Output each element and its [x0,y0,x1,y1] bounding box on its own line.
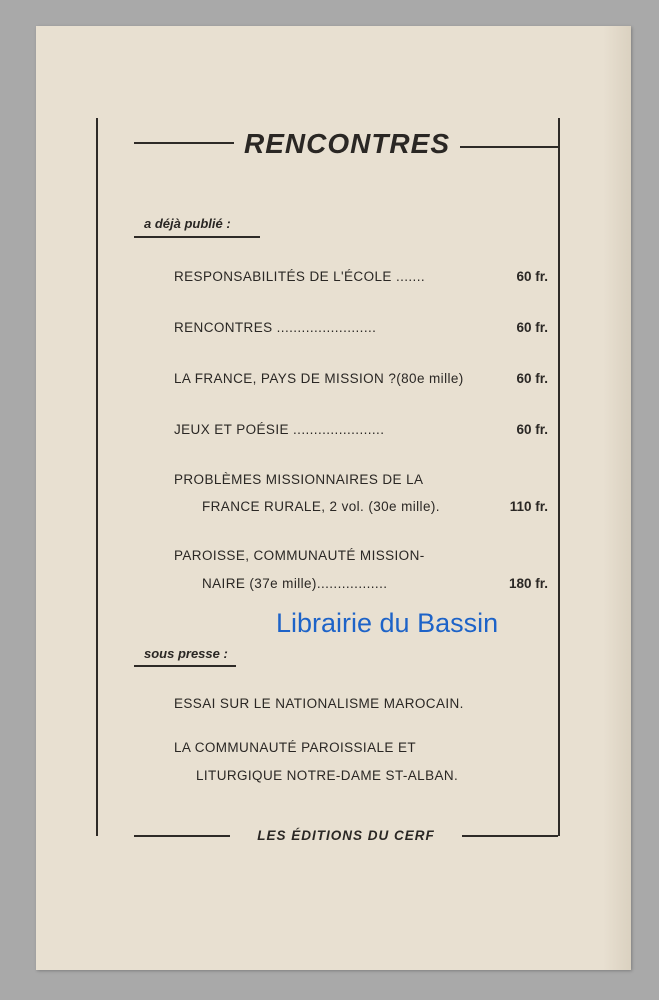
published-title-line: NAIRE (37e mille)................. [202,576,388,591]
published-price: 60 fr. [516,269,548,284]
published-price: 110 fr. [509,499,548,514]
cover-edge-shade [603,26,631,970]
published-title-line: LA FRANCE, PAYS DE MISSION ?(80e mille) [174,371,464,386]
published-title-line: JEUX ET POÉSIE ...................... [174,422,385,437]
series-title: RENCONTRES [243,128,450,159]
in-press-underline [134,665,236,667]
published-title-line: RENCONTRES ........................ [174,320,377,335]
published-title-line: FRANCE RURALE, 2 vol. (30e mille). [202,499,440,514]
published-title-line: PROBLÈMES MISSIONNAIRES DE LA [174,472,424,487]
in-press-title-line: ESSAI SUR LE NATIONALISME MAROCAIN. [174,696,464,711]
published-label: a déjà publié : [144,216,231,231]
published-price: 180 fr. [508,576,548,591]
published-price: 60 fr. [516,371,548,386]
frame-top-right-rule [460,146,558,148]
published-title-line: PAROISSE, COMMUNAUTÉ MISSION- [174,548,425,563]
publisher-name: LES ÉDITIONS DU CERF [257,828,435,843]
in-press-title-line: LA COMMUNAUTÉ PAROISSIALE ET [174,740,416,755]
frame-bottom-right-rule [462,835,558,837]
published-title-line: RESPONSABILITÉS DE L'ÉCOLE ....... [174,269,426,284]
published-underline [134,236,260,238]
in-press-label: sous presse : [144,646,228,661]
published-price: 60 fr. [516,422,548,437]
in-press-title-line: LITURGIQUE NOTRE-DAME ST-ALBAN. [196,768,459,783]
frame-top-left-rule [134,142,234,144]
frame-bottom-left-rule [134,835,230,837]
bookseller-watermark: Librairie du Bassin [276,608,499,638]
published-price: 60 fr. [516,320,548,335]
